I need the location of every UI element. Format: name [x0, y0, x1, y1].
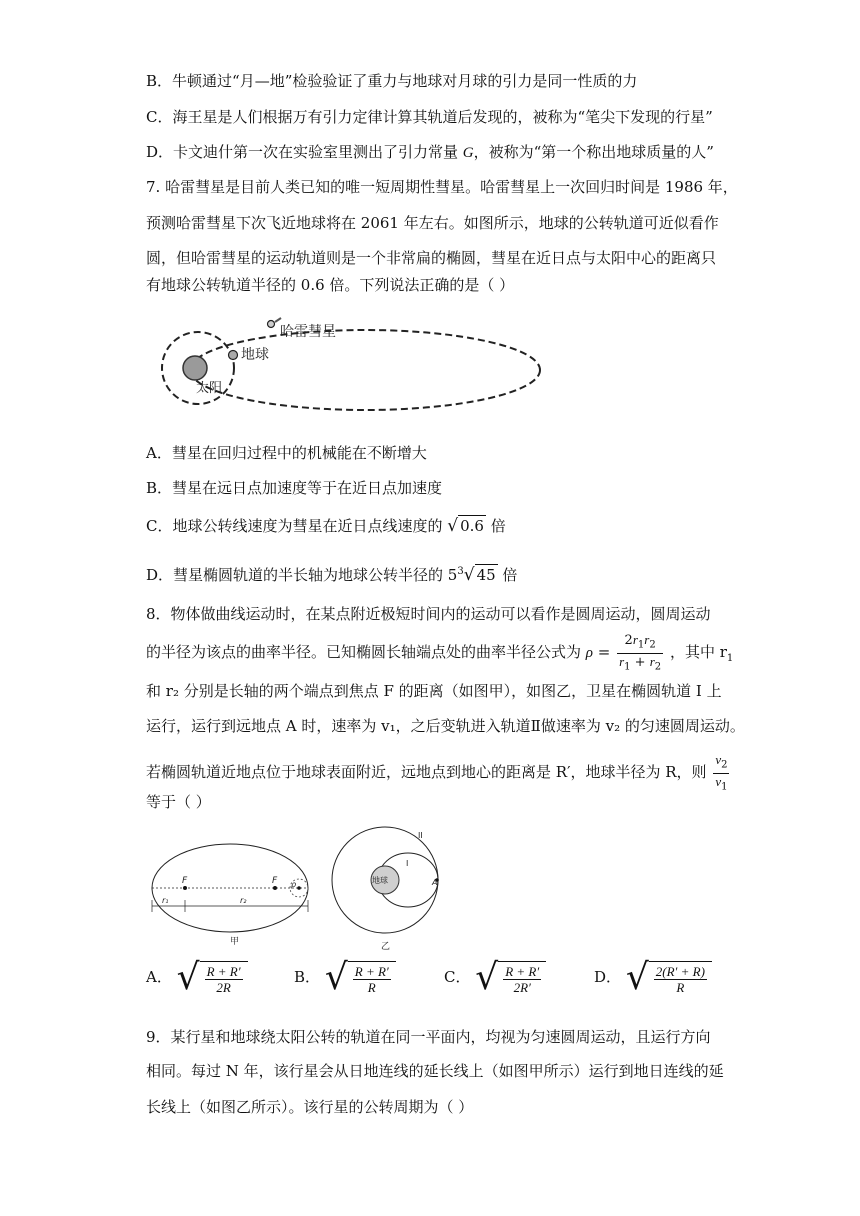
q7-option-c: C．地球公转线速度为彗星在近日点线速度的 √ 0.6 倍: [146, 516, 506, 536]
comet-label: 哈雷彗星: [280, 324, 336, 340]
comet-orbit: [190, 330, 540, 410]
comet-icon: [268, 321, 275, 328]
svg-text:r₂: r₂: [240, 896, 247, 905]
q8-option-c: C． √ $\frac{R + R'}{2R'}$: [444, 960, 546, 996]
sun-label: 太阳: [196, 381, 223, 396]
q7-option-a: A．彗星在回归过程中的机械能在不断增大: [146, 444, 427, 462]
svg-text:地球: 地球: [372, 876, 388, 885]
q8-stem-line-6: 等于（ ）: [146, 793, 211, 811]
earth-icon: [229, 351, 238, 360]
sun-icon: [183, 356, 207, 380]
q8-stem-line-5: 若椭圆轨道近地点位于地球表面附近，远地点到地心的距离是 R′，地球半径为 R，则 $\frac{v_2}{v_1}$: [146, 752, 728, 793]
q9-stem-line-1: 9．某行星和地球绕太阳公转的轨道在同一平面内，均视为匀速圆周运动，且运行方向: [146, 1028, 711, 1046]
q8-option-a: A． √ $\frac{R + R'}{2R}$: [146, 960, 248, 996]
earth-label: 地球: [241, 347, 269, 363]
svg-text:乙: 乙: [381, 942, 391, 952]
svg-text:r₁: r₁: [162, 896, 169, 905]
q7-stem-line-4: 有地球公转轨道半径的 0.6 倍。下列说法正确的是（ ）: [146, 276, 515, 294]
q8-figure-jia: [148, 840, 318, 950]
svg-text:I: I: [406, 859, 409, 868]
svg-text:II: II: [418, 831, 423, 840]
q7-orbit-figure: [150, 312, 550, 412]
q6-option-d: D．卡文迪什第一次在实验室里测出了引力常量 G，被称为“第一个称出地球质量的人”: [146, 143, 714, 161]
q6-option-b: B．牛顿通过“月—地”检验验证了重力与地球对月球的引力是同一性质的力: [146, 72, 638, 90]
q7-stem-line-1: 7. 哈雷彗星是目前人类已知的唯一短周期性彗星。哈雷彗星上一次回归时间是 1986 年，: [146, 178, 738, 196]
q9-stem-line-2: 相同。每过 N 年，该行星会从日地连线的延长线上（如图甲所示）运行到地日连线的延: [146, 1062, 724, 1080]
q7-stem-line-3: 圆，但哈雷彗星的运动轨道则是一个非常扁的椭圆，彗星在近日点与太阳中心的距离只: [146, 249, 717, 267]
svg-text:A: A: [432, 878, 438, 887]
curvature-formula: $\frac{2r_1r_2}{r_1 + r_2}$: [619, 631, 662, 673]
q8-stem-line-2: 的半径为该点的曲率半径。已知椭圆长轴端点处的曲率半径公式为 ρ = $\frac{2r_1r_2}{r_1 + r_2}$ ，其中 $r_1$: [146, 631, 734, 673]
q9-stem-line-3: 长线上（如图乙所示）。该行星的公转周期为（ ）: [146, 1098, 474, 1116]
q6-option-c: C．海王星是人们根据万有引力定律计算其轨道后发现的，被称为“笔尖下发现的行星”: [146, 108, 713, 126]
q8-stem-line-1: 8．物体做曲线运动时，在某点附近极短时间内的运动可以看作是圆周运动，圆周运动: [146, 605, 711, 623]
q7-option-b: B．彗星在远日点加速度等于在近日点加速度: [146, 479, 443, 497]
q7-stem-line-2: 预测哈雷彗星下次飞近地球将在 2061 年左右。如图所示，地球的公转轨道可近似看作: [146, 214, 719, 232]
svg-text:ρ: ρ: [291, 880, 297, 889]
svg-text:F: F: [272, 876, 278, 886]
svg-text:甲: 甲: [230, 937, 240, 947]
q8-figure-yi: [326, 822, 446, 952]
q8-option-b: B． √ $\frac{R + R'}{R}$: [294, 960, 396, 996]
q8-stem-line-3: 和 r₂ 分别是长轴的两个端点到焦点 F 的距离（如图甲），如图乙，卫星在椭圆轨道 I 上: [146, 682, 722, 700]
svg-text:F: F: [182, 876, 188, 886]
q7-option-d: D．彗星椭圆轨道的半长轴为地球公转半径的 $5^3√$ 45 倍: [146, 565, 518, 585]
q8-stem-line-4: 运行，运行到远地点 A 时，速率为 v₁，之后变轨进入轨道Ⅱ做速率为 v₂ 的匀速圆周运动。: [146, 717, 745, 735]
q8-option-d: D． √ $\frac{2(R' + R)}{R}$: [594, 960, 712, 996]
